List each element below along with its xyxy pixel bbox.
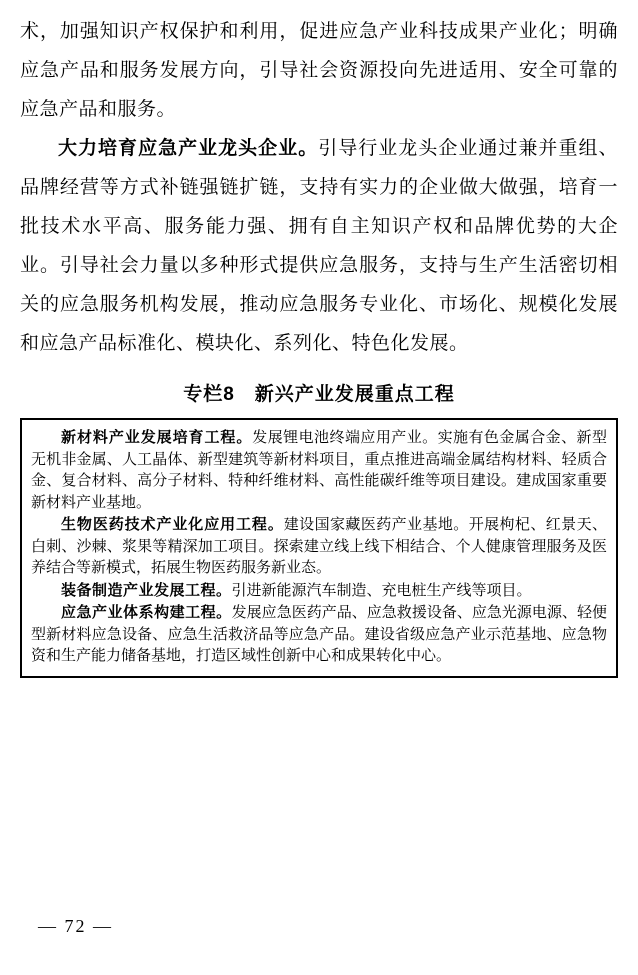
box-item-text: 发展应急医药产品、应急救援设备、应急光源电源、轻便型新材料应急设备、应急生活救济品等应急产品。建设省级应急产业示范基地、应急物资和生产能力储备基地，打造区域性创新中心和成果转化中心。 xyxy=(31,605,607,664)
box-title: 专栏8 新兴产业发展重点工程 xyxy=(183,384,455,405)
box-item xyxy=(31,514,607,580)
box-item-lead: 装备制造产业发展工程。 xyxy=(61,581,232,599)
box-item xyxy=(31,427,607,514)
paragraph-lead: 大力培育应急产业龙头企业。 xyxy=(58,138,319,159)
box-item-lead: 新材料产业发展培育工程。 xyxy=(61,429,253,446)
box-item xyxy=(31,580,607,603)
paragraph-text: 术，加强知识产权保护和利用，促进应急产业科技成果产业化；明确应急产品和服务发展方向，引导社会资源投向先进适用、安全可靠的应急产品和服务。 xyxy=(20,21,618,120)
page-number: — 72 — xyxy=(38,916,113,936)
box-item-text: 引进新能源汽车制造、充电桩生产线等项目。 xyxy=(231,582,532,599)
paragraph-text: 引导行业龙头企业通过兼并重组、品牌经营等方式补链强链扩链，支持有实力的企业做大做强，培育一批技术水平高、服务能力强、拥有自主知识产权和品牌优势的大企业。引导社会力量以多种形式提供应急服务，支持与生产生活密切相关的应急服务机构发展，推动应急服务专业化、市场化、规模化发展和应急产品标准化、模块化、系列化、特色化发展。 xyxy=(20,138,618,354)
box-item-text: 建设国家藏医药产业基地。开展枸杞、红景天、白刺、沙棘、浆果等精深加工项目。探索建立线上线下相结合、个人健康管理服务及医养结合等新模式，拓展生物医药服务新业态。 xyxy=(31,517,607,576)
box-item-lead: 生物医药技术产业化应用工程。 xyxy=(61,516,284,533)
highlight-box xyxy=(20,418,618,678)
body-paragraph xyxy=(20,129,618,363)
box-item-text: 发展锂电池终端应用产业。实施有色金属合金、新型无机非金属、人工晶体、新型建筑等新材料项目，重点推进高端金属结构材料、轻质合金、复合材料、高分子材料、特种纤维材料、高性能碳纤维等项目建设。建成国家重要新材料产业基地。 xyxy=(31,430,607,511)
box-item xyxy=(31,602,607,668)
box-item-lead: 应急产业体系构建工程。 xyxy=(61,604,232,621)
body-paragraph xyxy=(20,12,618,129)
